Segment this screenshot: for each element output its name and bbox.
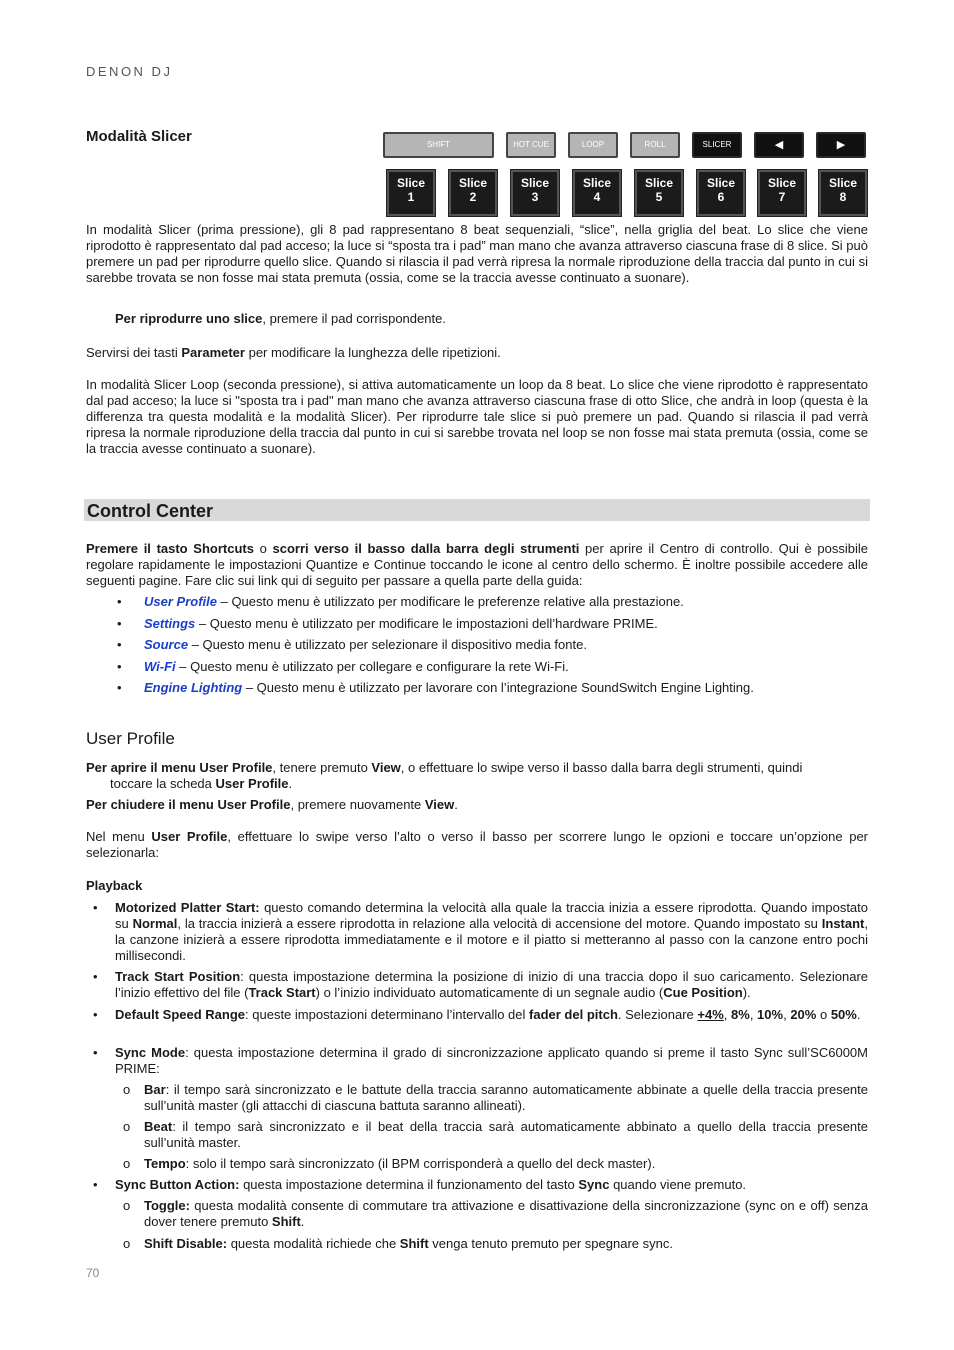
- slicer-paragraph-1: In modalità Slicer (prima pressione), gli 8 pad rappresentano 8 beat sequenziali, “slice”, nella griglia del beat. Lo slice che viene riprodotto è rappresentato dal pad acceso; la luce si “sposta tra i pad” man mano che avanza attraverso ciascuna frase di 8 slice. Si può premere un pad per riprodurre quello slice. Quando si rilascia il pad verrà ripresa la normale riproduzione della traccia dal punto in cui si sarebbe trovata se non fosse mai stata premuta (ossia, come se la traccia avesse continuato a suonare).: [86, 222, 868, 285]
- hardware-button-row: [383, 132, 867, 158]
- page-number: 70: [86, 1266, 100, 1280]
- bullet-icon: •: [93, 1007, 98, 1022]
- user-profile-open-instruction-cont: toccare la scheda User Profile.: [110, 776, 293, 791]
- hot-cue-button-illustration: HOT CUE: [506, 132, 556, 158]
- circle-bullet-icon: o: [123, 1119, 131, 1134]
- control-center-heading-band: [84, 499, 870, 521]
- circle-bullet-icon: o: [123, 1156, 131, 1171]
- circle-bullet-icon: o: [123, 1236, 131, 1251]
- shift-button-illustration: SHIFT: [383, 132, 494, 158]
- user-profile-open-instruction: Per aprire il menu User Profile, tenere premuto View, o effettuare lo swipe verso il basso dalla barra degli strumenti, quindi: [86, 760, 803, 775]
- playback-subheading: Playback: [86, 878, 143, 893]
- bullet-icon: •: [93, 969, 98, 984]
- left-arrow-icon: ◀: [754, 132, 804, 158]
- user-profile-heading: User Profile: [86, 729, 175, 748]
- slicer-parameter-note: Servirsi dei tasti Parameter per modificare la lunghezza delle ripetizioni.: [86, 345, 501, 360]
- bullet-icon: •: [117, 594, 122, 609]
- circle-bullet-icon: o: [123, 1198, 131, 1213]
- slicer-play-instruction: Per riprodurre uno slice, premere il pad corrispondente.: [115, 311, 446, 326]
- list-item: o Beat: il tempo sarà sincronizzato e il beat della traccia sarà automaticamente abbinato a quello della traccia presente sull’unità master.: [123, 1119, 868, 1150]
- slicer-button-illustration: SLICER: [692, 132, 742, 158]
- slice-pad-8: Slice 8: [819, 170, 867, 216]
- right-arrow-icon: ▶: [816, 132, 866, 158]
- list-item: o Shift Disable: questa modalità richiede che Shift venga tenuto premuto per spegnare sync.: [123, 1236, 673, 1251]
- list-item: o Tempo: solo il tempo sarà sincronizzato (il BPM corrisponderà a quello del deck master).: [123, 1156, 656, 1171]
- list-item: • Sync Mode: questa impostazione determina il grado di sincronizzazione applicato quando si preme il tasto Sync sull’SC6000M PRIME:: [93, 1045, 868, 1076]
- bullet-icon: •: [117, 659, 122, 674]
- denon-dj-logo: DENON DJ: [86, 64, 173, 79]
- slice-pad-1: Slice 1: [387, 170, 435, 216]
- slice-pad-5: Slice 5: [635, 170, 683, 216]
- slicer-heading: Modalità Slicer: [86, 128, 192, 145]
- slicer-paragraph-2: In modalità Slicer Loop (seconda pressione), si attiva automaticamente un loop da 8 beat. Lo slice che viene riprodotto è rappresentato dal pad acceso; la luce si "sposta tra i pad" man mano che avanza attraverso ciascuna frase di otto Slice, che andrà in loop (questa è la differenza tra questa modalità e la modalità Slicer). Per riprodurre tale slice si può premere un pad. Quando si rilascia il pad verrà ripresa la normale riproduzione della traccia dal punto in cui si sarebbe trovata nel loop se non fosse mai stata premuta (ossia, come se la traccia avesse continuato a suonare).: [86, 377, 868, 456]
- list-item: • Sync Button Action: questa impostazione determina il funzionamento del tasto Sync quando viene premuto.: [93, 1177, 747, 1192]
- bullet-icon: •: [117, 637, 122, 652]
- source-link[interactable]: Source: [144, 637, 189, 652]
- slice-pad-7: Slice 7: [758, 170, 806, 216]
- circle-bullet-icon: o: [123, 1082, 131, 1097]
- list-item: • User Profile – Questo menu è utilizzato per modificare le preferenze relative alla prestazione.: [117, 594, 684, 609]
- list-item: o Toggle: questa modalità consente di commutare tra attivazione e disattivazione della sincronizzazione (sync on e off) senza dover tenere premuto Shift.: [123, 1198, 868, 1229]
- bullet-icon: •: [93, 900, 98, 915]
- slice-pad-2: Slice 2: [449, 170, 497, 216]
- loop-button-illustration: LOOP: [568, 132, 618, 158]
- control-center-intro: Premere il tasto Shortcuts o scorri verso il basso dalla barra degli strumenti per aprire il Centro di controllo. Qui è possibile regolare rapidamente le impostazioni Quantize e Continue toccando le icone al centro dello schermo. È inoltre possibile accedere alle seguenti pagine. Fare clic sui link qui di seguito per passare a quella parte della guida:: [86, 541, 868, 588]
- engine-lighting-link[interactable]: Engine Lighting: [144, 680, 243, 695]
- slice-pad-6: Slice 6: [697, 170, 745, 216]
- list-item: o Bar: il tempo sarà sincronizzato e le battute della traccia saranno automaticamente abbinate a quelle della traccia presente sull’unità master (gli attacchi di ciascuna battuta saranno allineati).: [123, 1082, 868, 1113]
- list-item: • Default Speed Range: queste impostazioni determinano l’intervallo del fader del pitch. Selezionare +4%, 8%, 10%, 20% o 50%.: [93, 1007, 861, 1022]
- bullet-icon: •: [93, 1177, 98, 1192]
- list-item: • Wi-Fi – Questo menu è utilizzato per collegare e configurare la rete Wi-Fi.: [117, 659, 569, 674]
- slice-pad-4: Slice 4: [573, 170, 621, 216]
- bullet-icon: •: [117, 680, 122, 695]
- settings-link[interactable]: Settings: [144, 616, 196, 631]
- wifi-link[interactable]: Wi-Fi: [144, 659, 176, 674]
- bullet-icon: •: [93, 1045, 98, 1060]
- list-item: • Settings – Questo menu è utilizzato per modificare le impostazioni dell’hardware PRIME.: [117, 616, 658, 631]
- list-item: • Track Start Position: questa impostazione determina la posizione di inizio di una traccia dopo il suo caricamento. Selezionare l’inizio effettivo del file (Track Start) o l’inizio individuato automaticamente di un segnale audio (Cue Position).: [93, 969, 869, 1000]
- bullet-icon: •: [117, 616, 122, 631]
- slice-pad-3: Slice 3: [511, 170, 559, 216]
- list-item: • Engine Lighting – Questo menu è utilizzato per lavorare con l’integrazione SoundSwitch Engine Lighting.: [117, 680, 754, 695]
- user-profile-link[interactable]: User Profile: [144, 594, 217, 609]
- roll-button-illustration: ROLL: [630, 132, 680, 158]
- slice-pads: [383, 170, 867, 212]
- user-profile-menu-instruction: Nel menu User Profile, effettuare lo swipe verso l’alto o verso il basso per scorrere lungo le opzioni e toccare un’opzione per selezionarla:: [86, 829, 868, 860]
- list-item: • Source – Questo menu è utilizzato per selezionare il dispositivo media fonte.: [117, 637, 587, 652]
- control-center-heading: Control Center: [87, 501, 213, 521]
- user-profile-close-instruction: Per chiudere il menu User Profile, premere nuovamente View.: [86, 797, 458, 812]
- list-item: • Motorized Platter Start: questo comando determina la velocità alla quale la traccia inizia a essere riprodotta. Quando impostato su Normal, la traccia inizierà a essere riprodotta in relazione alla velocità di accensione del motore. Quando impostato su Instant, la canzone inizierà a essere riprodotta immediatamente e il motore e il piatto si metteranno al passo con la canzone entro pochi millisecondi.: [93, 900, 869, 963]
